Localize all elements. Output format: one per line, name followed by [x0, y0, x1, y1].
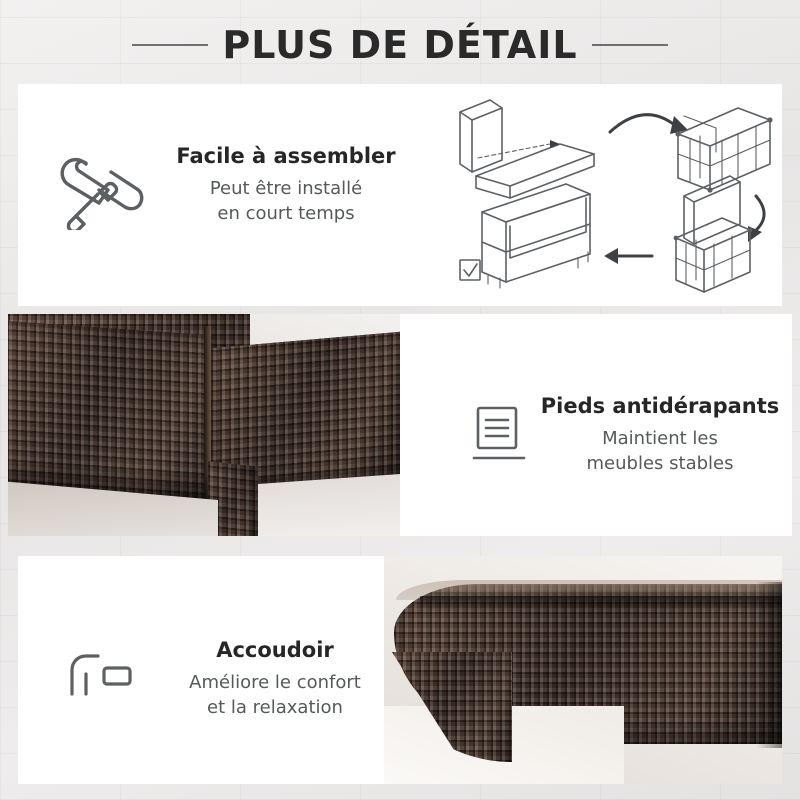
feature-title-armrest: Accoudoir	[216, 638, 334, 662]
feature-sub-feet-line1: Maintient les	[602, 428, 718, 449]
header-rule-left	[132, 44, 208, 46]
feature-text-feet	[528, 394, 792, 476]
page-title: PLUS DE DÉTAIL	[222, 23, 578, 67]
page-header	[0, 14, 800, 76]
header-rule-right	[592, 44, 668, 46]
feature-sub-assembly-line1: Peut être installé	[209, 178, 363, 199]
feature-sub-feet-line2: meubles stables	[586, 453, 734, 474]
feature-card-armrest	[18, 556, 782, 784]
rattan-leg-photo	[8, 314, 400, 536]
feature-card-feet	[8, 314, 792, 536]
feature-sub-assembly-line2: en court temps	[217, 203, 355, 224]
wrench-screwdriver-icon	[60, 150, 150, 230]
assembly-diagram	[438, 92, 778, 302]
feature-sub-armrest-line2: et la relaxation	[207, 697, 343, 718]
feature-sub-armrest-line1: Améliore le confort	[189, 672, 361, 693]
feature-text-assembly	[148, 144, 424, 226]
feature-title-feet: Pieds antidérapants	[540, 394, 780, 418]
furniture-foot-pad-icon	[470, 402, 532, 466]
rattan-armrest-photo	[384, 556, 782, 784]
armrest-icon	[64, 644, 136, 706]
feature-title-assembly: Facile à assembler	[176, 144, 396, 168]
feature-text-armrest	[134, 638, 416, 720]
feature-card-assembly	[18, 84, 782, 306]
